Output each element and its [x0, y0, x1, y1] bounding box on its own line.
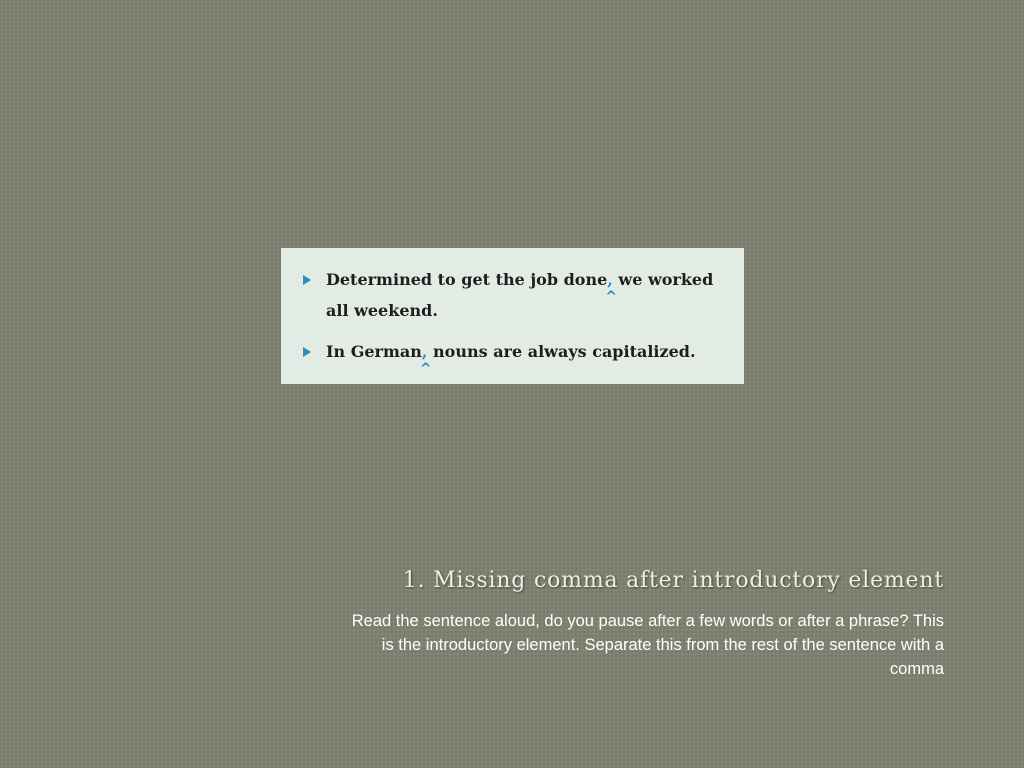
example-item	[303, 336, 722, 377]
example-text-before: Determined to get the job done	[326, 270, 608, 289]
caret-icon: ^	[605, 289, 617, 305]
example-item	[303, 264, 722, 326]
bullet-arrow-icon	[303, 347, 311, 357]
slide-body-text: Read the sentence aloud, do you pause after a few words or after a phrase? This is the introductory element. Separate this from the rest of the sentence with a comma	[351, 612, 944, 678]
inserted-comma	[419, 342, 432, 377]
example-text-after: nouns are always capitalized.	[427, 342, 696, 361]
example-text-before: In German	[326, 342, 422, 361]
bullet-arrow-icon	[303, 275, 311, 285]
comma-glyph: ,	[607, 270, 613, 289]
slide-title: 1. Missing comma after introductory element	[402, 568, 944, 593]
comma-glyph: ,	[421, 342, 428, 361]
inserted-comma	[605, 270, 617, 305]
caret-icon: ^	[419, 361, 432, 377]
example-image	[281, 248, 744, 384]
example-text-after: we worked all weekend.	[326, 270, 714, 320]
